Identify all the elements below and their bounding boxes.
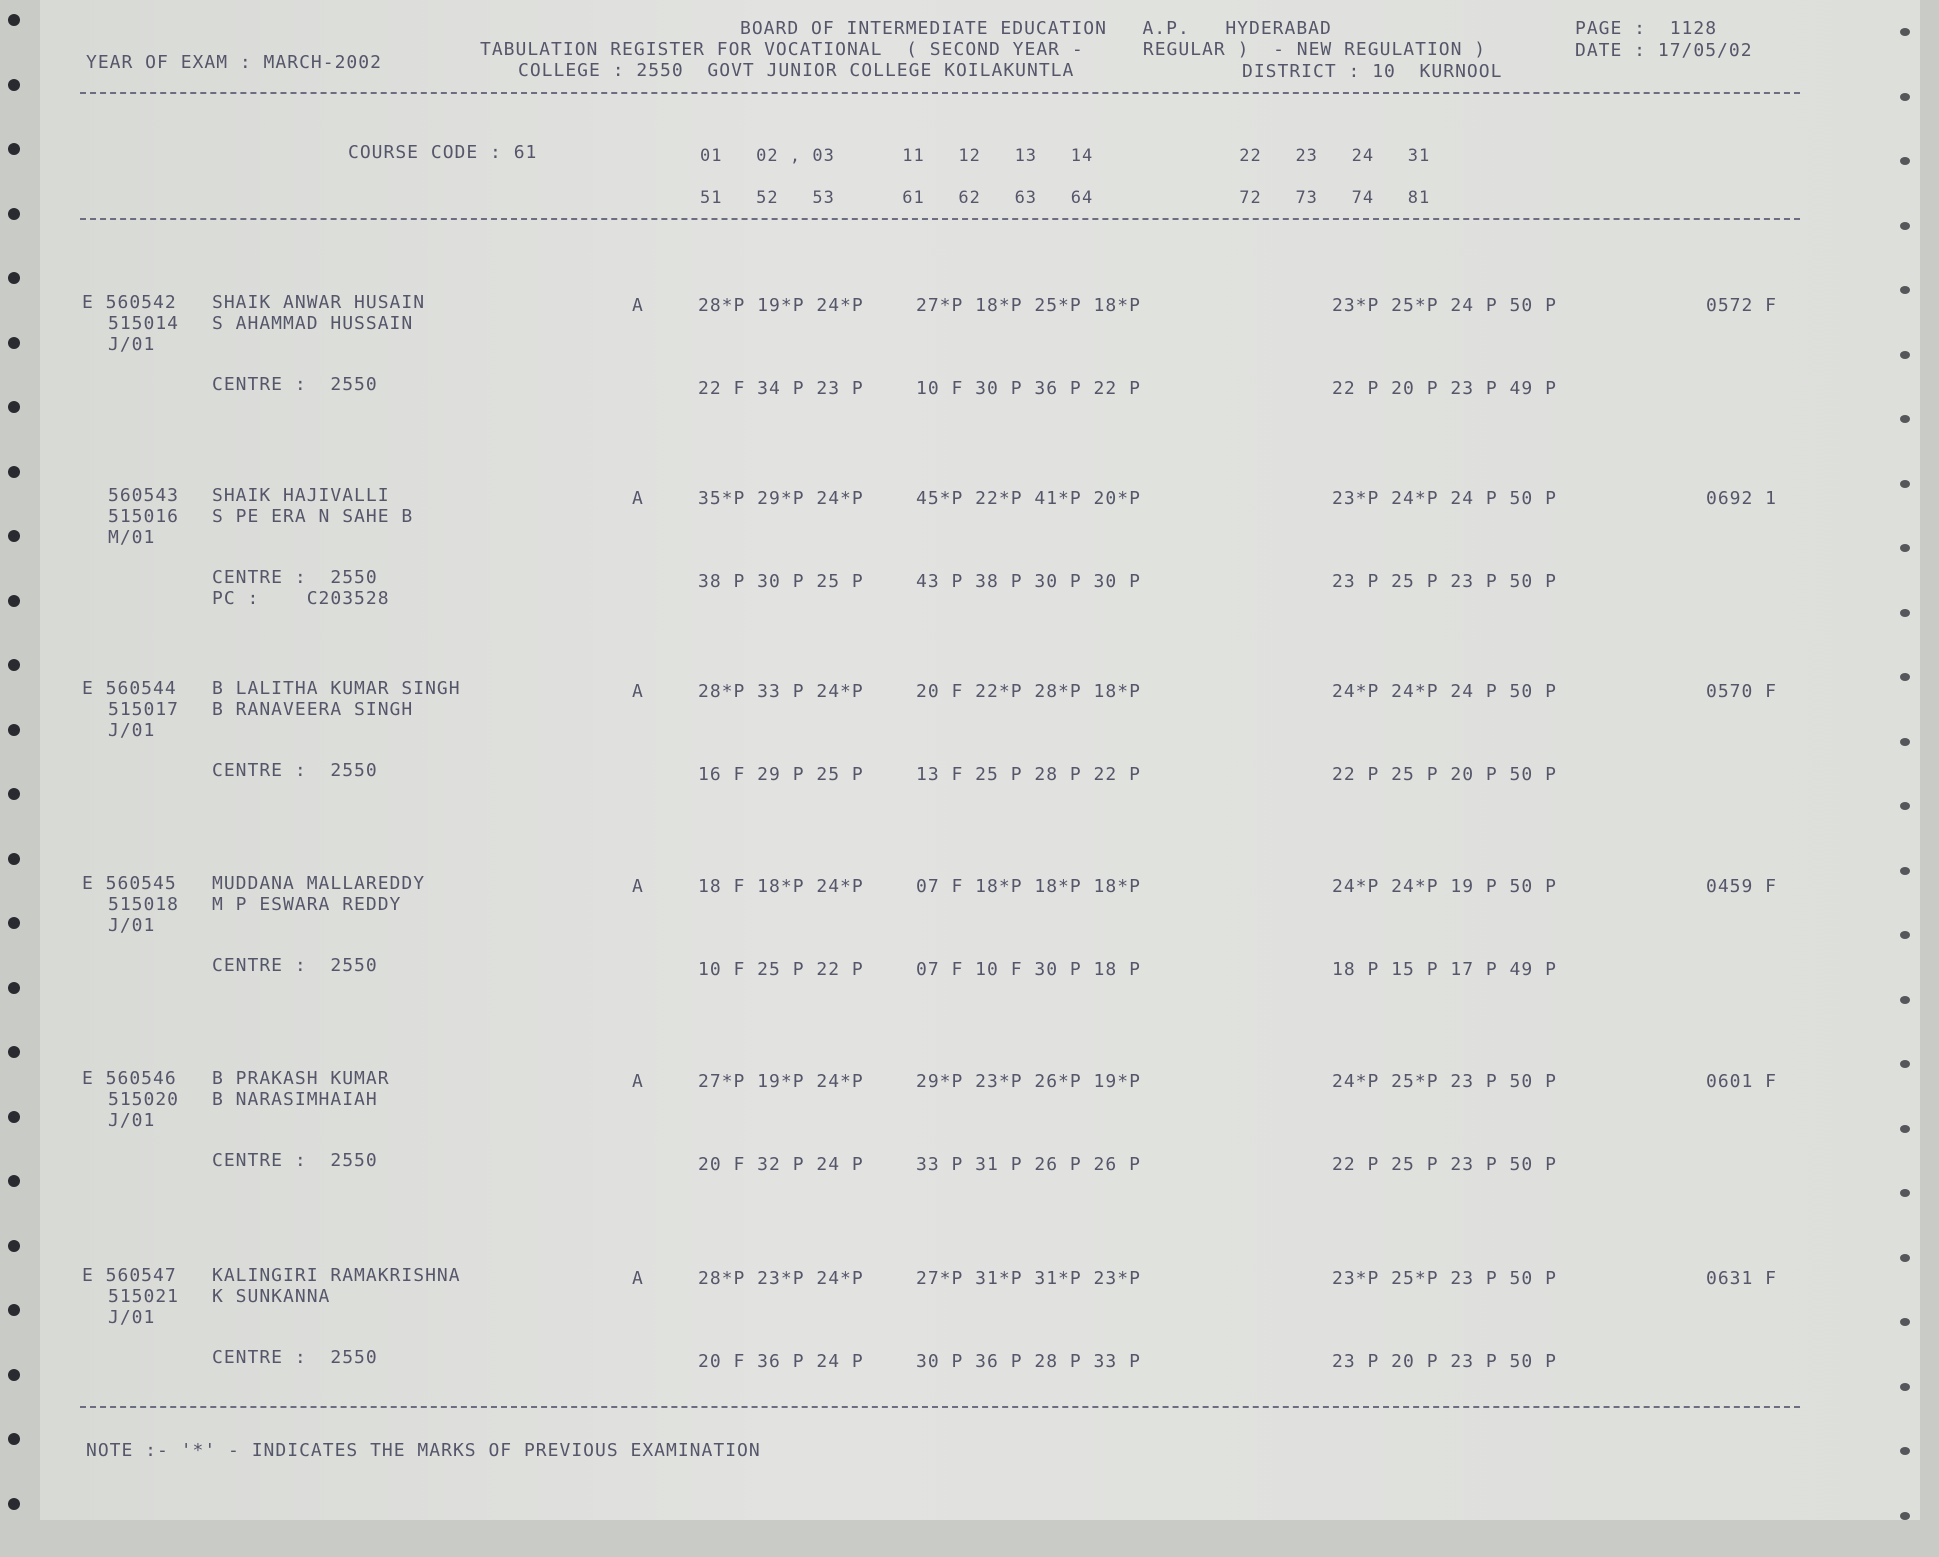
sprocket-hole — [1900, 157, 1910, 165]
marks-second-year-a: 20 F 32 P 24 P — [698, 1154, 864, 1175]
father-name: S PE ERA N SAHE B — [212, 506, 414, 527]
sprocket-hole — [1900, 1447, 1910, 1455]
header-rule-bottom — [80, 218, 1800, 220]
hall-ticket-number: 560543 — [108, 485, 180, 506]
marks-second-year-c: 22 P 20 P 23 P 49 P — [1332, 378, 1557, 399]
father-name: K SUNKANNA — [212, 1286, 331, 1307]
group-medium: J/01 — [108, 1307, 156, 1328]
student-code: 515020 — [108, 1089, 180, 1110]
hall-ticket-number: E 560542 — [82, 292, 177, 313]
sprocket-hole — [1900, 609, 1910, 617]
sprocket-hole — [8, 401, 20, 413]
sprocket-hole — [1900, 673, 1910, 681]
total-result: 0572 F — [1706, 295, 1778, 316]
total-result: 0692 1 — [1706, 488, 1778, 509]
sprocket-hole — [8, 1240, 20, 1252]
marks-first-year-a: 35*P 29*P 24*P — [698, 488, 864, 509]
sprocket-hole — [8, 14, 20, 26]
marks-first-year-c: 24*P 25*P 23 P 50 P — [1332, 1071, 1557, 1092]
sprocket-hole — [8, 788, 20, 800]
father-name: B NARASIMHAIAH — [212, 1089, 378, 1110]
marks-second-year-b: 07 F 10 F 30 P 18 P — [916, 959, 1141, 980]
sprocket-hole — [8, 1498, 20, 1510]
student-name: MUDDANA MALLAREDDY — [212, 873, 426, 894]
district-name: DISTRICT : 10 KURNOOL — [1242, 61, 1503, 82]
marks-second-year-b: 13 F 25 P 28 P 22 P — [916, 764, 1141, 785]
sprocket-hole — [8, 530, 20, 542]
sprocket-hole — [1900, 480, 1910, 488]
student-code: 515021 — [108, 1286, 180, 1307]
course-code: COURSE CODE : 61 — [348, 142, 538, 163]
hall-ticket-number: E 560547 — [82, 1265, 177, 1286]
marks-first-year-c: 24*P 24*P 19 P 50 P — [1332, 876, 1557, 897]
sprocket-hole — [1900, 1189, 1910, 1197]
grade: A — [632, 876, 644, 897]
print-date: DATE : 17/05/02 — [1575, 40, 1753, 61]
marks-second-year-a: 16 F 29 P 25 P — [698, 764, 864, 785]
grade: A — [632, 681, 644, 702]
sprocket-hole — [1900, 93, 1910, 101]
sprocket-hole — [1900, 1383, 1910, 1391]
marks-first-year-c: 23*P 25*P 23 P 50 P — [1332, 1268, 1557, 1289]
marks-first-year-b: 07 F 18*P 18*P 18*P — [916, 876, 1141, 897]
hall-ticket-number: E 560545 — [82, 873, 177, 894]
sprocket-hole — [8, 1369, 20, 1381]
marks-first-year-a: 18 F 18*P 24*P — [698, 876, 864, 897]
sprocket-hole — [8, 143, 20, 155]
grade: A — [632, 295, 644, 316]
centre-code: CENTRE : 2550 — [212, 955, 378, 976]
marks-first-year-b: 27*P 18*P 25*P 18*P — [916, 295, 1141, 316]
marks-second-year-b: 30 P 36 P 28 P 33 P — [916, 1351, 1141, 1372]
group-medium: J/01 — [108, 720, 156, 741]
marks-first-year-c: 23*P 24*P 24 P 50 P — [1332, 488, 1557, 509]
sprocket-hole — [1900, 1318, 1910, 1326]
sprocket-hole — [1900, 867, 1910, 875]
father-name: M P ESWARA REDDY — [212, 894, 402, 915]
marks-first-year-b: 45*P 22*P 41*P 20*P — [916, 488, 1141, 509]
marks-second-year-c: 18 P 15 P 17 P 49 P — [1332, 959, 1557, 980]
hall-ticket-number: E 560546 — [82, 1068, 177, 1089]
board-title: BOARD OF INTERMEDIATE EDUCATION A.P. HYDERABAD — [740, 18, 1332, 39]
marks-first-year-a: 28*P 33 P 24*P — [698, 681, 864, 702]
sprocket-hole — [8, 1433, 20, 1445]
student-code: 515018 — [108, 894, 180, 915]
sprocket-hole — [8, 272, 20, 284]
sprocket-hole — [8, 208, 20, 220]
group-medium: J/01 — [108, 1110, 156, 1131]
grade: A — [632, 1071, 644, 1092]
marks-second-year-b: 10 F 30 P 36 P 22 P — [916, 378, 1141, 399]
sprocket-hole — [1900, 415, 1910, 423]
marks-second-year-a: 22 F 34 P 23 P — [698, 378, 864, 399]
sprocket-hole — [1900, 28, 1910, 36]
marks-second-year-b: 33 P 31 P 26 P 26 P — [916, 1154, 1141, 1175]
total-result: 0459 F — [1706, 876, 1778, 897]
sprocket-hole — [1900, 1125, 1910, 1133]
marks-first-year-b: 20 F 22*P 28*P 18*P — [916, 681, 1141, 702]
marks-first-year-b: 27*P 31*P 31*P 23*P — [916, 1268, 1141, 1289]
marks-first-year-a: 27*P 19*P 24*P — [698, 1071, 864, 1092]
marks-first-year-b: 29*P 23*P 26*P 19*P — [916, 1071, 1141, 1092]
student-name: SHAIK HAJIVALLI — [212, 485, 390, 506]
total-result: 0631 F — [1706, 1268, 1778, 1289]
pc-number: PC : C203528 — [212, 588, 390, 609]
total-result: 0601 F — [1706, 1071, 1778, 1092]
sprocket-hole — [1900, 931, 1910, 939]
marks-first-year-a: 28*P 23*P 24*P — [698, 1268, 864, 1289]
sprocket-hole — [1900, 1512, 1910, 1520]
grade: A — [632, 488, 644, 509]
marks-first-year-a: 28*P 19*P 24*P — [698, 295, 864, 316]
sprocket-hole — [8, 724, 20, 736]
sprocket-hole — [1900, 738, 1910, 746]
centre-code: CENTRE : 2550 — [212, 760, 378, 781]
sprocket-hole — [1900, 802, 1910, 810]
sprocket-hole — [1900, 222, 1910, 230]
student-code: 515014 — [108, 313, 180, 334]
sprocket-hole — [1900, 544, 1910, 552]
sprocket-hole — [8, 1046, 20, 1058]
sprocket-hole — [8, 466, 20, 478]
marks-first-year-c: 24*P 24*P 24 P 50 P — [1332, 681, 1557, 702]
page-number: PAGE : 1128 — [1575, 18, 1718, 39]
register-title: TABULATION REGISTER FOR VOCATIONAL ( SECOND YEAR - REGULAR ) - NEW REGULATION ) — [480, 39, 1487, 60]
centre-code: CENTRE : 2550 — [212, 1347, 378, 1368]
group-medium: J/01 — [108, 915, 156, 936]
sprocket-hole — [1900, 1254, 1910, 1262]
year-of-exam: YEAR OF EXAM : MARCH-2002 — [86, 52, 382, 73]
sprocket-hole — [8, 337, 20, 349]
sprocket-hole — [8, 1111, 20, 1123]
header-rule-top — [80, 92, 1800, 94]
centre-code: CENTRE : 2550 — [212, 374, 378, 395]
marks-second-year-b: 43 P 38 P 30 P 30 P — [916, 571, 1141, 592]
marks-second-year-c: 22 P 25 P 20 P 50 P — [1332, 764, 1557, 785]
student-name: B PRAKASH KUMAR — [212, 1068, 390, 1089]
marks-second-year-c: 22 P 25 P 23 P 50 P — [1332, 1154, 1557, 1175]
group-medium: J/01 — [108, 334, 156, 355]
sprocket-hole — [1900, 1060, 1910, 1068]
student-code: 515016 — [108, 506, 180, 527]
footnote: NOTE :- '*' - INDICATES THE MARKS OF PREVIOUS EXAMINATION — [86, 1440, 761, 1461]
marks-second-year-a: 20 F 36 P 24 P — [698, 1351, 864, 1372]
student-name: KALINGIRI RAMAKRISHNA — [212, 1265, 461, 1286]
subject-codes-row2: 51 52 53 61 62 63 64 72 73 74 81 — [700, 188, 1431, 208]
sprocket-hole — [8, 853, 20, 865]
sprocket-hole — [8, 917, 20, 929]
hall-ticket-number: E 560544 — [82, 678, 177, 699]
marks-first-year-c: 23*P 25*P 24 P 50 P — [1332, 295, 1557, 316]
marks-second-year-a: 38 P 30 P 25 P — [698, 571, 864, 592]
sprocket-hole — [1900, 996, 1910, 1004]
sprocket-hole — [8, 982, 20, 994]
group-medium: M/01 — [108, 527, 156, 548]
father-name: B RANAVEERA SINGH — [212, 699, 414, 720]
sprocket-hole — [8, 1304, 20, 1316]
sprocket-hole — [8, 595, 20, 607]
centre-code: CENTRE : 2550 — [212, 567, 378, 588]
footer-rule — [80, 1406, 1800, 1408]
college-name: COLLEGE : 2550 GOVT JUNIOR COLLEGE KOILAKUNTLA — [518, 60, 1075, 81]
grade: A — [632, 1268, 644, 1289]
student-name: B LALITHA KUMAR SINGH — [212, 678, 461, 699]
sprocket-hole — [1900, 286, 1910, 294]
sprocket-hole — [8, 79, 20, 91]
total-result: 0570 F — [1706, 681, 1778, 702]
marks-second-year-a: 10 F 25 P 22 P — [698, 959, 864, 980]
subject-codes-row1: 01 02 , 03 11 12 13 14 22 23 24 31 — [700, 146, 1431, 166]
sprocket-hole — [8, 659, 20, 671]
marks-second-year-c: 23 P 25 P 23 P 50 P — [1332, 571, 1557, 592]
marks-second-year-c: 23 P 20 P 23 P 50 P — [1332, 1351, 1557, 1372]
centre-code: CENTRE : 2550 — [212, 1150, 378, 1171]
student-code: 515017 — [108, 699, 180, 720]
father-name: S AHAMMAD HUSSAIN — [212, 313, 414, 334]
sprocket-hole — [1900, 351, 1910, 359]
student-name: SHAIK ANWAR HUSAIN — [212, 292, 426, 313]
sprocket-hole — [8, 1175, 20, 1187]
